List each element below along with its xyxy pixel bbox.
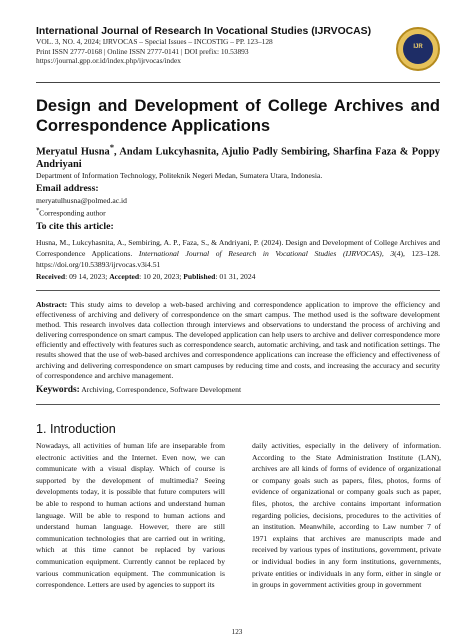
abstract-text: This study aims to develop a web-based archiving and correspondence application to improve the efficiency and effectiveness of archiving and delivery of correspondence on the smart campus. The method used is the software development method. This research involves data collection through interviews and observations to understand the process of archiving and delivering correspondence on smart campus. The developed application can help users to archive and deliver correspondence more efficiently and effectively with features such as correspondence search, automatic archiving, and task and notification settings. The results showed that the use of web-based archives and correspondence applications can increase the efficiency and effectiveness of archiving and delivering correspondence on smart campuses by reducing time and costs, and increasing the accuracy and security of correspondence and archive management. xyxy=(36,300,440,380)
issue-info: VOL. 3, NO. 4, 2024; IJRVOCAS – Special Issues – INCOSTIG – PP. 123–128 xyxy=(36,37,273,46)
abstract xyxy=(36,300,440,381)
keywords-text: Archiving, Correspondence, Software Development xyxy=(79,385,242,394)
journal-name: International Journal of Research In Vocational Studies (IJRVOCAS) xyxy=(36,26,372,37)
abstract-bottom-rule xyxy=(36,404,440,405)
keywords xyxy=(36,385,241,395)
abstract-label: Abstract: xyxy=(36,300,68,309)
header-divider xyxy=(36,82,440,83)
intro-column-left: Nowadays, all activities of human life are inseparable from electronic activities and the Internet. Even now, we can communicate with a visual display. Which of course is supported by the development of multimedia? Seeing developments today, it is possible that future computers will be able to respond to human actions and understand human language. Will be able to respond to human actions and understand human language. However, there are still communication technologies that are carried out in writing, which at this time cannot be replaced by various communication equipment. Currently cannot be replaced by various communication equipment. The communication is correspondence. Letters are used by agencies to support its xyxy=(36,441,225,590)
published-label: Published xyxy=(183,272,216,281)
received-label: Received xyxy=(36,272,66,281)
author-list xyxy=(36,141,440,171)
journal-url[interactable]: https://journal.gpp.or.id/index.php/ijrvocas/index xyxy=(36,56,181,66)
citation xyxy=(36,238,440,270)
paper-title: Design and Development of College Archives and Correspondence Applications xyxy=(36,97,440,135)
abstract-top-rule xyxy=(36,290,440,291)
co-authors: , Andam Lukcyhasnita, Ajulio Padly Sembiring, Sharfina Faza & Poppy Andriyani xyxy=(36,146,440,171)
cite-heading: To cite this article: xyxy=(36,221,114,232)
accepted-label: Accepted xyxy=(109,272,140,281)
published-date: : 01 31, 2024 xyxy=(215,272,256,281)
email-heading: Email address: xyxy=(36,183,99,194)
journal-logo xyxy=(396,27,440,71)
citation-pages-doi: (4), 123–128. https://doi.org/10.53893/ijrvocas.v3i4.51 xyxy=(36,248,440,269)
corresponding-mark: * xyxy=(109,142,115,152)
received-date: : 09 14, 2023; xyxy=(65,272,110,281)
section-heading-introduction: 1. Introduction xyxy=(36,422,116,436)
page-number: 123 xyxy=(231,628,243,636)
citation-authors-title: Husna, M., Lukcyhasnita, A., Sembiring, A. P., Faza, S., & Andriyani, P. (2024). Design and Development of College Archives and Correspondence Applications. xyxy=(36,238,440,258)
logo-text: IJR xyxy=(413,44,423,50)
corresponding-note xyxy=(36,207,106,218)
accepted-date: : 10 20, 2023; xyxy=(139,272,184,281)
keywords-label: Keywords: xyxy=(36,385,80,395)
corresponding-note-mark: * xyxy=(36,207,40,214)
corresponding-note-text: Corresponding author xyxy=(39,208,106,218)
citation-journal: International Journal of Research in Vocational Studies (IJRVOCAS), 3 xyxy=(138,248,395,258)
email-address[interactable]: meryatulhusna@polmed.ac.id xyxy=(36,196,127,205)
affiliation: Department of Information Technology, Politeknik Negeri Medan, Sumatera Utara, Indonesia. xyxy=(36,171,323,180)
intro-column-right: daily activities, especially in the delivery of information. According to the State Administration Institute (LAN), archives are all kinds of forms of evidence of organizational or company goals such as papers, files, photos, forms of evidence of organizational or company goals such as paper, files, photos, the archive contains important information regarding policies, decisions, procedures to the activities of an institution. Meanwhile, according to Law number 7 of 1971 explains that archives are manuscripts made and received by various types of institutions, government, private or individual bodies in any form institutions, governments, private entities or individuals in any form, either in single or in groups in government activities group in government xyxy=(252,441,441,590)
article-dates xyxy=(36,272,255,281)
first-author: Meryatul Husna xyxy=(36,146,110,158)
journal-header xyxy=(36,26,396,66)
issn-info: Print ISSN 2777-0168 | Online ISSN 2777-0141 | DOI prefix: 10.53893 xyxy=(36,46,249,56)
